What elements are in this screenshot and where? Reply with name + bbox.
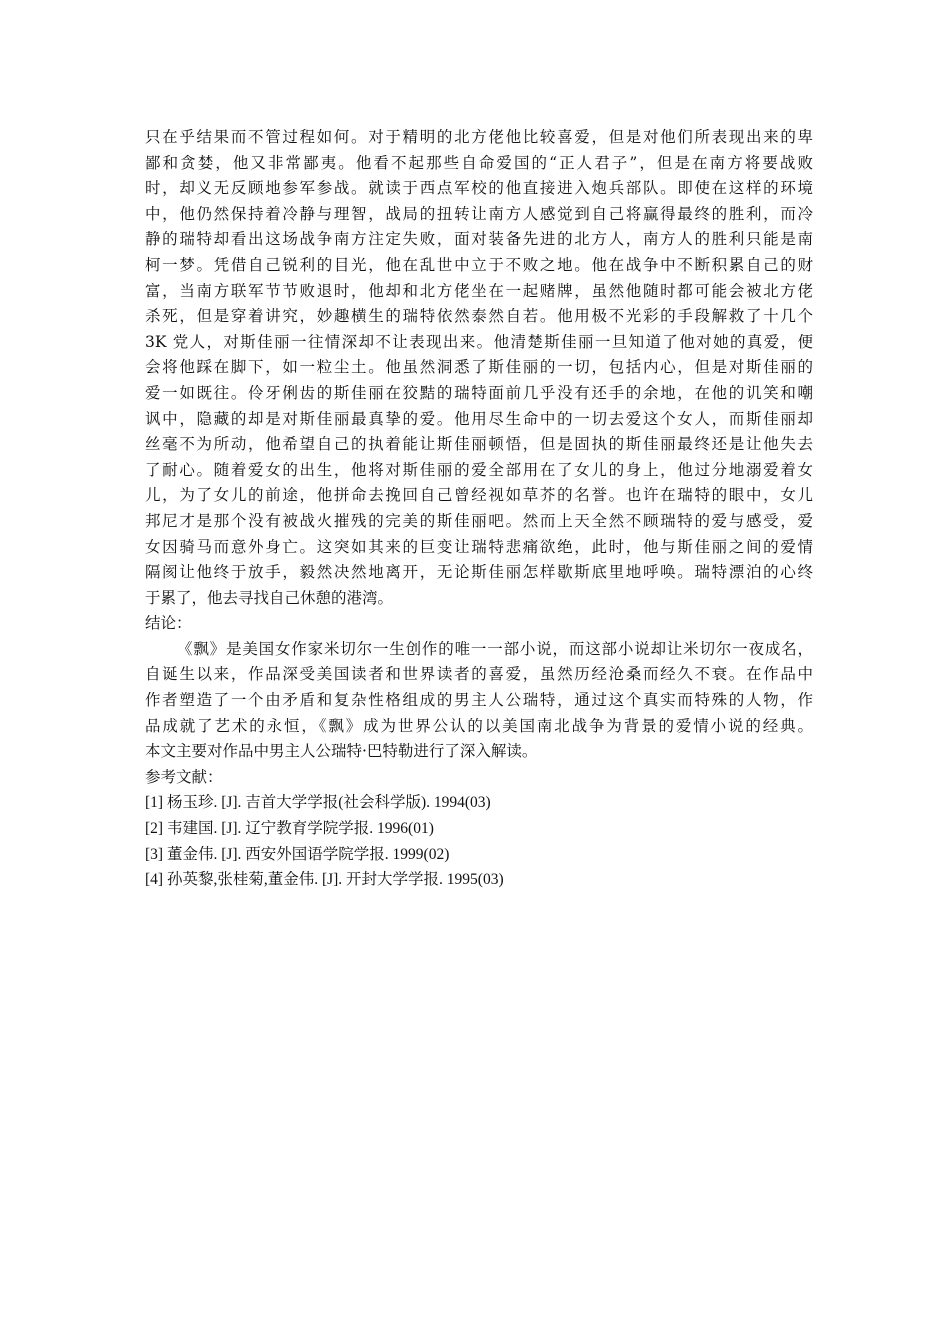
paragraph-line: 于累了，他去寻找自己休憩的港湾。 — [145, 588, 394, 607]
reference-item: [4] 孙英黎,张桂菊,董金伟. [J]. 开封大学学报. 1995(03) — [145, 871, 504, 889]
paragraph-line: 儿，为了女儿的前途，他拼命去挽回自己曾经视如草芥的名誉。也许在瑞特的眼中，女儿 — [145, 486, 813, 505]
references-list — [145, 790, 813, 892]
paragraph-line: 柯一梦。凭借自己锐利的目光，他在乱世中立于不败之地。他在战争中不断积累自己的财 — [145, 255, 813, 274]
document-page — [145, 125, 813, 893]
paragraph-line: 讽中，隐藏的却是对斯佳丽最真挚的爱。他用尽生命中的一切去爱这个女人，而斯佳丽却 — [145, 409, 813, 428]
conclusion-line: 作者塑造了一个由矛盾和复杂性格组成的男主人公瑞特，通过这个真实而特殊的人物，作 — [145, 691, 813, 710]
paragraph-line: 鄙和贪婪，他又非常鄙夷。他看不起那些自命爱国的“正人君子”，但是在南方将要战败 — [145, 153, 813, 172]
conclusion-heading: 结论： — [145, 614, 192, 633]
conclusion-line: 本文主要对作品中男主人公瑞特·巴特勒进行了深入解读。 — [145, 742, 538, 761]
paragraph-line: 爱一如既往。伶牙俐齿的斯佳丽在狡黠的瑞特面前几乎没有还手的余地，在他的讥笑和嘲 — [145, 383, 813, 402]
conclusion-line: 品成就了艺术的永恒，《飘》成为世界公认的以美国南北战争为背景的爱情小说的经典。 — [145, 716, 813, 735]
conclusion-line: 自诞生以来，作品深受美国读者和世界读者的喜爱，虽然历经沧桑而经久不衰。在作品中 — [145, 665, 813, 684]
conclusion-line: 《飘》是美国女作家米切尔一生创作的唯一一部小说，而这部小说却让米切尔一夜成名， — [177, 639, 813, 658]
conclusion-paragraph — [145, 637, 813, 765]
paragraph-line: 富，当南方联军节节败退时，他却和北方佬坐在一起赌牌，虽然他随时都可能会被北方佬 — [145, 281, 813, 300]
paragraph-line: 会将他踩在脚下，如一粒尘土。他虽然洞悉了斯佳丽的一切，包括内心，但是对斯佳丽的 — [145, 358, 813, 377]
paragraph-line: 只在乎结果而不管过程如何。对于精明的北方佬他比较喜爱，但是对他们所表现出来的卑 — [145, 128, 813, 146]
paragraph-line: 邦尼才是那个没有被战火摧残的完美的斯佳丽吧。然而上天全然不顾瑞特的爱与感受，爱 — [145, 511, 813, 530]
paragraph-line: 女因骑马而意外身亡。这突如其来的巨变让瑞特悲痛欲绝，此时，他与斯佳丽之间的爱情 — [145, 537, 813, 556]
body-paragraph — [145, 125, 813, 611]
reference-item: [2] 韦建国. [J]. 辽宁教育学院学报. 1996(01) — [145, 820, 434, 838]
paragraph-line: 时，却义无反顾地参军参战。就读于西点军校的他直接进入炮兵部队。即使在这样的环境 — [145, 179, 813, 198]
paragraph-line: 了耐心。随着爱女的出生，他将对斯佳丽的爱全部用在了女儿的身上，他过分地溺爱着女 — [145, 460, 813, 479]
paragraph-line: 隔阂让他终于放手，毅然决然地离开，无论斯佳丽怎样歇斯底里地呼唤。瑞特漂泊的心终 — [145, 563, 813, 582]
paragraph-line: 静的瑞特却看出这场战争南方注定失败，面对装备先进的北方人，南方人的胜利只能是南 — [145, 230, 813, 249]
references-heading: 参考文献： — [145, 767, 223, 786]
paragraph-line: 中，他仍然保持着冷静与理智，战局的扭转让南方人感觉到自己将赢得最终的胜利，而冷 — [145, 204, 813, 223]
paragraph-line: 杀死，但是穿着讲究，妙趣横生的瑞特依然泰然自若。他用极不光彩的手段解救了十几个 — [145, 307, 813, 326]
paragraph-line: 3K 党人，对斯佳丽一往情深却不让表现出来。他清楚斯佳丽一旦知道了他对她的真爱，便 — [145, 332, 813, 351]
reference-item: [1] 杨玉珍. [J]. 吉首大学学报(社会科学版). 1994(03) — [145, 794, 491, 812]
paragraph-line: 丝毫不为所动，他希望自己的执着能让斯佳丽顿悟，但是固执的斯佳丽最终还是让他失去 — [145, 435, 813, 454]
reference-item: [3] 董金伟. [J]. 西安外国语学院学报. 1999(02) — [145, 845, 450, 863]
